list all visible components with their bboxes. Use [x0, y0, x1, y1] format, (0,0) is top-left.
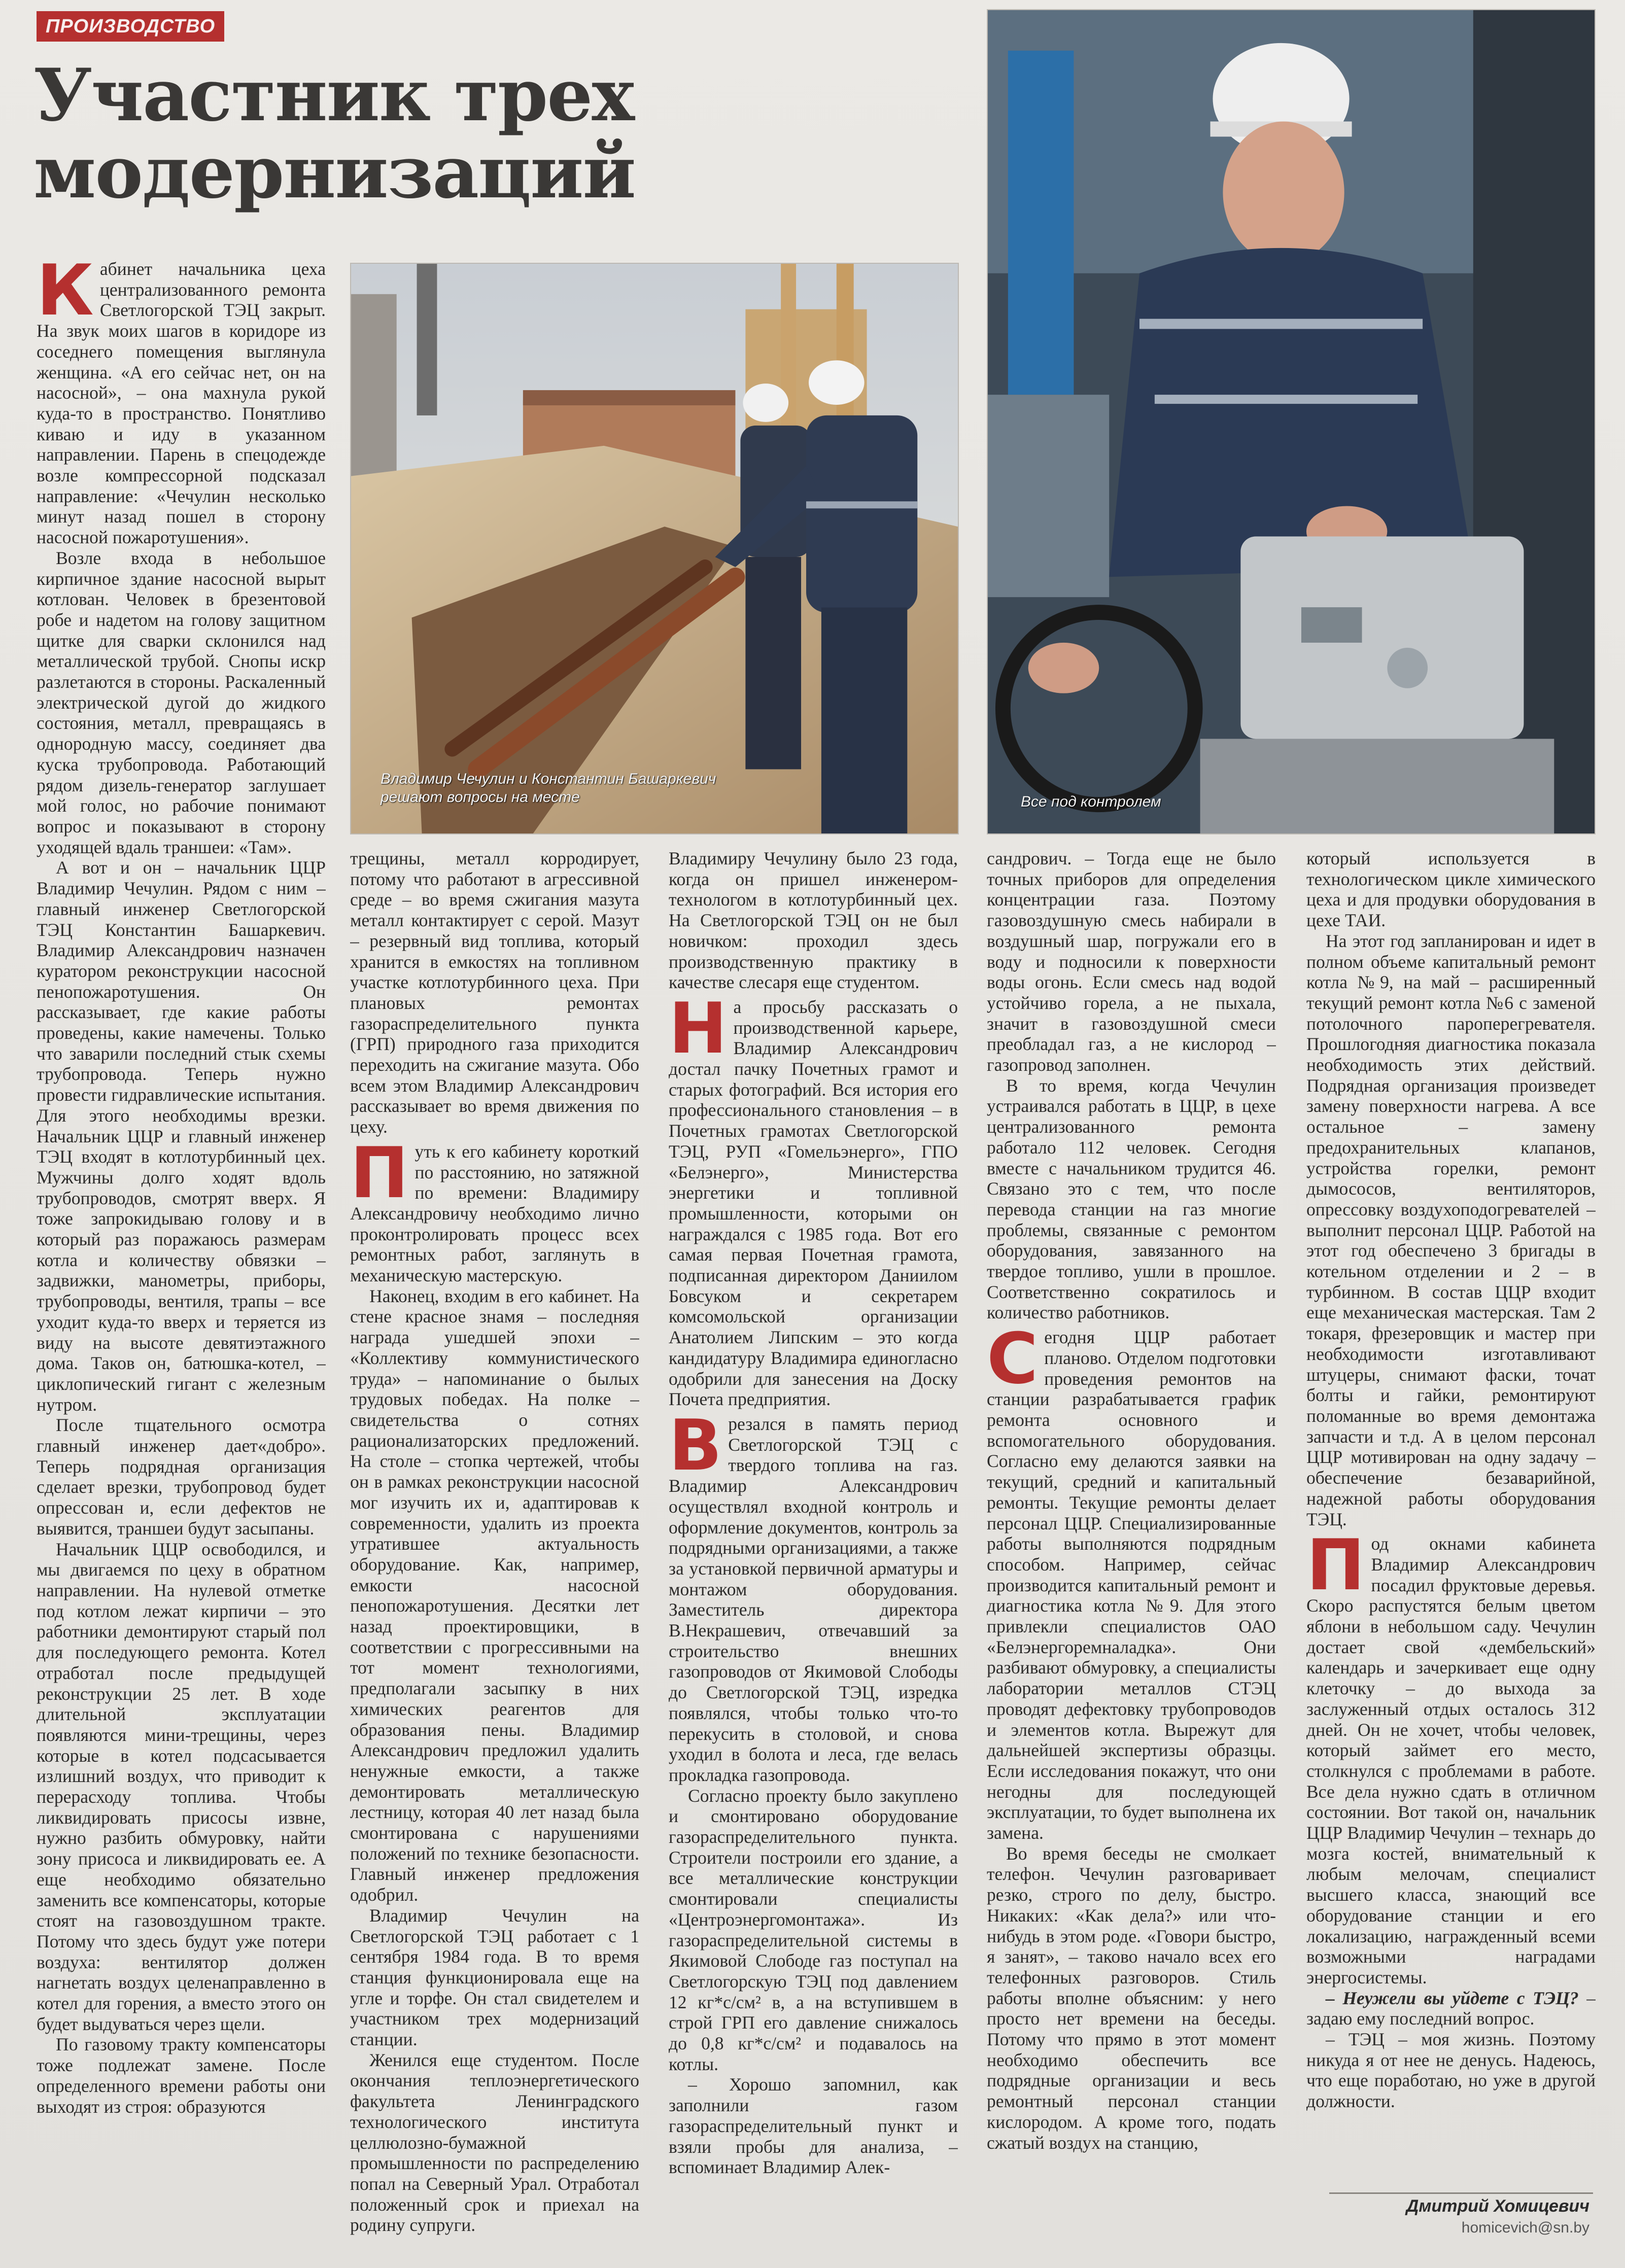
- drop-cap: С: [987, 1318, 1039, 1400]
- section-rubric: ПРОИЗВОДСТВО: [37, 11, 224, 42]
- photo-valve: [987, 9, 1596, 834]
- paragraph-text: уть к его кабинету короткий по расстоянию, но затяжной по времени: Владимиру Александровичу необходимо лично проконтролировать процесс всех ремонтных работ, заглянуть в механическую мастерскую.: [350, 1141, 639, 1286]
- drop-cap: П: [1306, 1524, 1365, 1607]
- paragraph: В то время, когда Чечулин устраивался работать в ЦЦР, в цехе централизованного ремонта работало 112 человек. Сегодня вместе с начальником трудится 46. Связано это с тем, что после перевода станции на газ многие проблемы, связанные с ремонтом оборудования, завязанного на твердое топливо, ушли в прошлое. Соответственно сократилось и количество работников.: [987, 1075, 1276, 1323]
- drop-cap: П: [350, 1132, 409, 1214]
- paragraph-text: егодня ЦЦР работает планово. Отделом подготовки проведения ремонтов на станции разрабатывается график ремонта основного и вспомогательного оборудования. Согласно ему делаются заявки на текущий, средний и капитальный ремонты. Текущие ремонты делает персонал ЦЦР. Специализированные работы выполняются подрядным способом. Например, сейчас производится капитальный ремонт и диагностика котла №9. Для этого привлекли специалистов ОАО «Белэнергоремналадка». Они разбивают обмуровку, а специалисты лаборатории металлов СТЭЦ проводят дефектовку трубопроводов и элементов котла. Вырежут для дальнейшей экспертизы образцы. Если исследования покажут, что они негодны для последующей эксплуатации, то будет выполнена их замена.: [987, 1327, 1276, 1843]
- photo-trench-caption: [381, 770, 746, 807]
- byline-divider: [1329, 2192, 1593, 2194]
- photo-valve-caption: Все под контролем: [1021, 793, 1161, 810]
- paragraph: На этот год запланирован и идет в полном объеме капитальный ремонт котла №9, на май – расширенный текущий ремонт котла №6 с заменой потолочного пароперегревателя. Прошлогодняя диагностика показала необходимость этих действий. Подрядная организация произведет замену поверхности нагрева. А все остальное – замену предохранительных клапанов, устройства горелки, ремонт дымососов, вентиляторов, опрессовку воздухоподогревателей – выполнит персонал ЦЦР. Работой на этот год обеспечено 3 бригады в котельном отделении и 2 – в турбинном. В состав ЦЦР входит еще механическая мастерская. Там 2 токаря, фрезеровщик и мастер при необходимости изготавливают штуцеры, снимают фаски, точат болты и гайки, ремонтируют поломанные во время демонтажа запчасти и т.д. А в целом персонал ЦЦР мотивирован на одну задачу – обеспечение безаварийной, надежной работы оборудования ТЭЦ.: [1306, 930, 1596, 1529]
- paragraph: [669, 1404, 958, 1786]
- caption-line-2: решают вопросы на месте: [381, 789, 580, 806]
- drop-cap: К: [37, 259, 94, 331]
- paragraph: А вот и он – начальник ЦЦР Владимир Чечулин. Рядом с ним – главный инженер Светлогорской ТЭЦ Константин Башаркевич. Владимир Александрович назначен куратором реконструкции насосной пенопожаротушения. Он рассказывает, где какие работы проведены, какие намечены. Только что заварили последний стык схемы трубопровода. Теперь нужно провести гидравлические испытания. Для этого необходимы врезки. Начальник ЦЦР и главный инженер ТЭЦ входят в котлотурбинный цех. Мужчины долго ходят вдоль трубопроводов, смотрят вверх. Я тоже запрокидываю голову и в который раз поражаюсь размерам котла и количеству обвязки – задвижки, манометры, приборы, трубопроводы, вентиля, трапы – все уходит куда-то вверх и теряется из виду на высоте девятиэтажного дома. Таков он, батюшка-котел, – циклопический гигант с железным нутром.: [37, 857, 326, 1415]
- paragraph: [987, 1318, 1276, 1843]
- paragraph: [1306, 1524, 1596, 1987]
- drop-cap: В: [669, 1404, 722, 1486]
- photo-trench-image: [351, 264, 958, 833]
- paragraph: [350, 1132, 639, 1286]
- paragraph: Начальник ЦЦР освободился, и мы двигаемся по цеху в обратном направлении. На нулевой отметке под котлом лежат кирпичи – это работники демонтируют старый пол для последующего ремонта. Котел отработал после предыдущей реконструкции 25 лет. В ходе длительной эксплуатации появляются мини-трещины, через которые в котел подсасывается излишний воздух, что приводит к перерасходу топлива. Чтобы ликвидировать присосы извне, нужно разбить обмуровку, найти зону присоса и ликвидировать ее. А еще необходимо обязательно заменить все компенсаторы, которые стоят на газовоздушном тракте. Потому что здесь будут уже потери воздуха: вентилятор должен нагнетать воздух целенаправленно в котел для горения, а вместо этого он будет выдуваться через щели.: [37, 1539, 326, 2034]
- article-column-4: [987, 848, 1276, 2263]
- paragraph: – ТЭЦ – моя жизнь. Поэтому никуда я от нее не денусь. Надеюсь, что еще поработаю, но уже в другой должности.: [1306, 2029, 1596, 2112]
- paragraph: [37, 259, 326, 548]
- paragraph: Наконец, входим в его кабинет. На стене красное знамя – последняя награда ушедшей эпохи – «Коллективу коммунистического труда» – напоминание о былых трудовых победах. На полке – свидетельства о сотнях рационализаторских предложений. На столе – стопка чертежей, чтобы он в рамках реконструкции насосной мог изучить их и, адаптировав к современности, удалить из проекта утратившее актуальность оборудование. Как, например, емкости насосной пенопожаротушения. Десятки лет назад проектировщики, в соответствии с прогрессивными на тот момент технологиями, предполагали засыпку в них химических реагентов для образования пены. Владимир Александрович предложил удалить ненужные емкости, а также демонтировать металлическую лестницу, которая 40 лет назад была смонтирована с нарушениями положений по технике безопасности. Главный инженер предложения одобрил.: [350, 1285, 639, 1905]
- byline-author: Дмитрий Хомицевич: [1406, 2196, 1589, 2216]
- question-text: – Неужели вы уйдете с ТЭЦ?: [1326, 1987, 1579, 2008]
- drop-cap: Н: [669, 987, 728, 1069]
- article-column-5: [1306, 848, 1596, 2187]
- byline-email: homicevich@sn.by: [1461, 2219, 1589, 2236]
- paragraph-text: од окнами кабинета Владимир Александрович посадил фруктовые деревья. Скоро распустятся белым цветом яблони в небольшом саду. Чечулин достает свой «дембельский» календарь и зачеркивает еще одну клеточку – до выхода за заслуженный отдых осталось 312 дней. Он не хочет, чтобы человек, который займет его место, столкнулся с проблемами в работе. Все дела нужно сдать в отличном состоянии. Вот такой он, начальник ЦЦР Владимир Чечулин – технарь до мозга костей, внимательный к любым мелочам, специалист высшего класса, знающий все оборудование станции и его локализацию, награжденный всеми возможными наградами энергосистемы.: [1306, 1533, 1596, 1987]
- paragraph: сандрович. – Тогда еще не было точных приборов для определения концентрации газа. Поэтому газовоздушную смесь набирали в воздушный шар, погружали его в воду и подносили к поверхности воды огонь. Если смесь над водой устойчиво горела, а не пыхала, значит в газовоздушной смеси преобладал газ, а не кислород – газопровод заполнен.: [987, 848, 1276, 1075]
- paragraph-question: [1306, 1988, 1596, 2029]
- question-tail: – задаю ему последний вопрос.: [1306, 1987, 1596, 2029]
- article-column-1: [37, 259, 326, 2262]
- paragraph-text: а просьбу рассказать о производственной карьере, Владимир Александрович достал пачку Почетных грамот и старых фотографий. Вся история его профессионального становления – в Почетных грамотах Светлогорской ТЭЦ, РУП «Гомельэнерго», ГПО «Белэнерго», Министерства энергетики и топливной промышленности, которыми он награждался с 1985 года. Вот его самая первая Почетная грамота, подписанная директором Даниилом Бовсуком и секретарем комсомольской организации Анатолием Липским – это когда кандидатуру Владимира единогласно одобрили для занесения на Доску Почета предприятия.: [669, 996, 958, 1410]
- paragraph: Согласно проекту было закуплено и смонтировано оборудование газораспределительного пункта. Строители построили его здание, а все металлические конструкции смонтировали специалисты «Центроэнергомонтажа». Из газораспределительной системы в Якимовой Слободе газ поступал на Светлогорскую ТЭЦ под давлением 12 кг*с/см² в, а на вступившем в строй ГРП его давление снижалось до 0,8 кг*с/см² и подавалось на котлы.: [669, 1785, 958, 2074]
- paragraph: Владимир Чечулин на Светлогорской ТЭЦ работает с 1 сентября 1984 года. В то время станция функционировала еще на угле и торфе. Он стал свидетелем и участником трех модернизаций станции.: [350, 1905, 639, 2050]
- photo-trench: [350, 263, 959, 834]
- paragraph: Во время беседы не смолкает телефон. Чечулин разговаривает резко, строго по делу, быстро. Никаких: «Как дела?» или что-нибудь в этом роде. «Говори быстро, я занят», – таково начало всех его телефонных разговоров. Стиль работы вполне объясним: у него просто нет времени на беседы. Потому что прямо в этот момент необходимо обеспечить все подрядные организации и весь ремонтный персонал станции кислородом. А кроме того, подать сжатый воздух на станцию,: [987, 1843, 1276, 2153]
- article-headline: Участник трех модернизаций: [33, 53, 635, 215]
- paragraph: После тщательного осмотра главный инженер дает«добро». Теперь подрядная организация сделает врезки, трубопровод будет опрессован и, если дефектов не выявится, траншеи будут засыпаны.: [37, 1415, 326, 1539]
- paragraph: Возле входа в небольшое кирпичное здание насосной вырыт котлован. Человек в брезентовой робе и надетом на голову защитном щитке для сварки склонился над металлической трубой. Снопы искр разлетаются в стороны. Раскаленный электрической дугой до жидкого состояния, металл, превращаясь в однородную массу, соединяет два куска трубопровода. Работающий рядом дизель-генератор заглушает мой голос, но рабочие понимают вопрос и показывают в сторону уходящей вдаль траншеи: «Там».: [37, 547, 326, 857]
- paragraph: трещины, металл корродирует, потому что работают в агрессивной среде – во время сжигания мазута металл контактирует с серой. Мазут – резервный вид топлива, который хранится в емкостях на топливном участке котлотурбинного цеха. При плановых ремонтах газораспределительного пункта (ГРП) природного газа приходится переходить на сжигание мазута. Обо всем этом Владимир Александрович рассказывает во время движения по цеху.: [350, 848, 639, 1137]
- paragraph: [669, 987, 958, 1410]
- paragraph: По газовому тракту компенсаторы тоже подлежат замене. После определенного времени работы они выходят из строя: образуются: [37, 2034, 326, 2117]
- paragraph: Женился еще студентом. После окончания теплоэнергетического факультета Ленинградского технологического института целлюлозно-бумажной промышленности по распределению попал на Северный Урал. Отработал положенный срок и приехал на родину супруги.: [350, 2049, 639, 2236]
- article-column-2: [350, 848, 639, 2263]
- photo-valve-image: [988, 10, 1595, 833]
- paragraph: который используется в технологическом цикле химического цеха и для продувки оборудования в цехе ТАИ.: [1306, 848, 1596, 931]
- article-column-3: [669, 848, 958, 2263]
- paragraph: Владимиру Чечулину было 23 года, когда он пришел инженером-технологом в котлотурбинный цех. На Светлогорской ТЭЦ он не был новичком: проходил здесь производственную практику в качестве слесаря еще студентом.: [669, 848, 958, 993]
- paragraph-text: абинет начальника цеха централизованного ремонта Светлогорской ТЭЦ закрыт. На звук моих шагов в коридоре из соседнего помещения выглянула женщина. «А его сейчас нет, он на насосной», – она махнула рукой куда-то в пространство. Понятливо киваю и иду в указанном направлении. Парень в спецодежде возле компрессорной подсказал направление: «Чечулин несколько минут назад пошел в сторону насосной пожаротушения».: [37, 259, 326, 548]
- paragraph: – Хорошо запомнил, как заполнили газом газораспределительный пункт и взяли пробы для анализа, – вспоминает Владимир Алек-: [669, 2074, 958, 2178]
- caption-line-1: Владимир Чечулин и Константин Башаркевич: [381, 771, 716, 787]
- paragraph-text: резался в память период Светлогорской ТЭЦ с твердого топлива на газ. Владимир Александрович осуществлял входной контроль и оформление документов, контроль за подрядными организациями, а также за установкой первичной арматуры и монтажом оборудования. Заместитель директора В.Некрашевич, отвечавший за строительство внешних газопроводов от Якимовой Слободы до Светлогорской ТЭЦ, изредка появлялся, чтобы только что-то перекусить в столовой, и снова уходил в болота и леса, где велась прокладка газопровода.: [669, 1413, 958, 1785]
- byline: [1406, 2196, 1589, 2237]
